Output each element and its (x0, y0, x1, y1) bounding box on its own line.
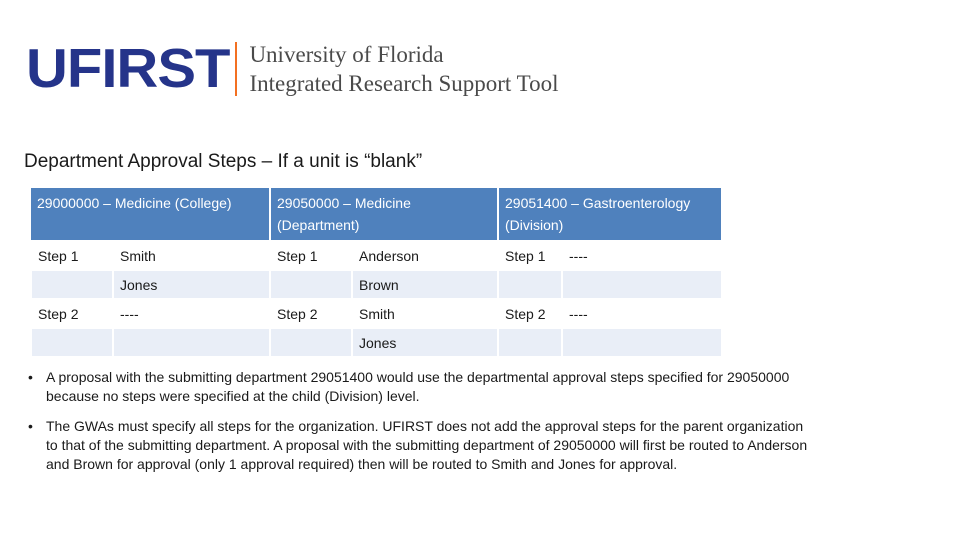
logo-divider (235, 42, 237, 96)
table-cell: Anderson (352, 241, 498, 270)
table-cell: Step 1 (270, 241, 352, 270)
table-cell: Step 2 (270, 299, 352, 328)
header-division: 29051400 – Gastroenterology (Division) (498, 188, 722, 241)
table-header-row (31, 188, 722, 241)
bullet-text: The GWAs must specify all steps for the organization. UFIRST does not add the approval steps for the parent organization to that of the submitting department. A proposal with the submitting department of 29050000 will first be routed to Anderson and Brown for approval (only 1 approval required) then will be routed to Smith and Jones for approval. (46, 418, 808, 472)
logo-line-university: University of Florida (249, 42, 444, 67)
table-cell: Jones (113, 270, 270, 299)
ufirst-logo (26, 37, 559, 100)
bullet-list (28, 368, 808, 485)
table-row (31, 241, 722, 270)
table-cell (562, 328, 722, 356)
table-row (31, 299, 722, 328)
table-cell (31, 270, 113, 299)
header-department: 29050000 – Medicine (Department) (270, 188, 498, 241)
table-cell (113, 328, 270, 356)
table-cell: Step 2 (31, 299, 113, 328)
bullet-text: A proposal with the submitting department 29051400 would use the departmental approval steps specified for 29050000 because no steps were specified at the child (Division) level. (46, 369, 790, 404)
approval-steps-table (30, 188, 723, 356)
table-cell: ---- (113, 299, 270, 328)
table-cell: Smith (113, 241, 270, 270)
table-cell: Step 1 (31, 241, 113, 270)
list-item (28, 417, 808, 474)
table-cell: Step 1 (498, 241, 562, 270)
table-cell: Step 2 (498, 299, 562, 328)
logo-line-tool: Integrated Research Support Tool (249, 71, 559, 96)
header-college: 29000000 – Medicine (College) (31, 188, 270, 241)
table-cell: Brown (352, 270, 498, 299)
table-cell (270, 328, 352, 356)
table-cell (31, 328, 113, 356)
table-cell (270, 270, 352, 299)
table-cell: ---- (562, 241, 722, 270)
table-row (31, 328, 722, 356)
bullet-icon: • (28, 369, 33, 385)
table-cell (498, 328, 562, 356)
table-row (31, 270, 722, 299)
table-cell: Smith (352, 299, 498, 328)
bullet-icon: • (28, 418, 33, 434)
slide-title: Department Approval Steps – If a unit is “blank” (24, 151, 423, 172)
logo-text (249, 40, 558, 98)
table-cell: Jones (352, 328, 498, 356)
logo-mark: UFIRST (26, 37, 230, 100)
table-cell (562, 270, 722, 299)
table-cell: ---- (562, 299, 722, 328)
list-item (28, 368, 808, 406)
table-cell (498, 270, 562, 299)
